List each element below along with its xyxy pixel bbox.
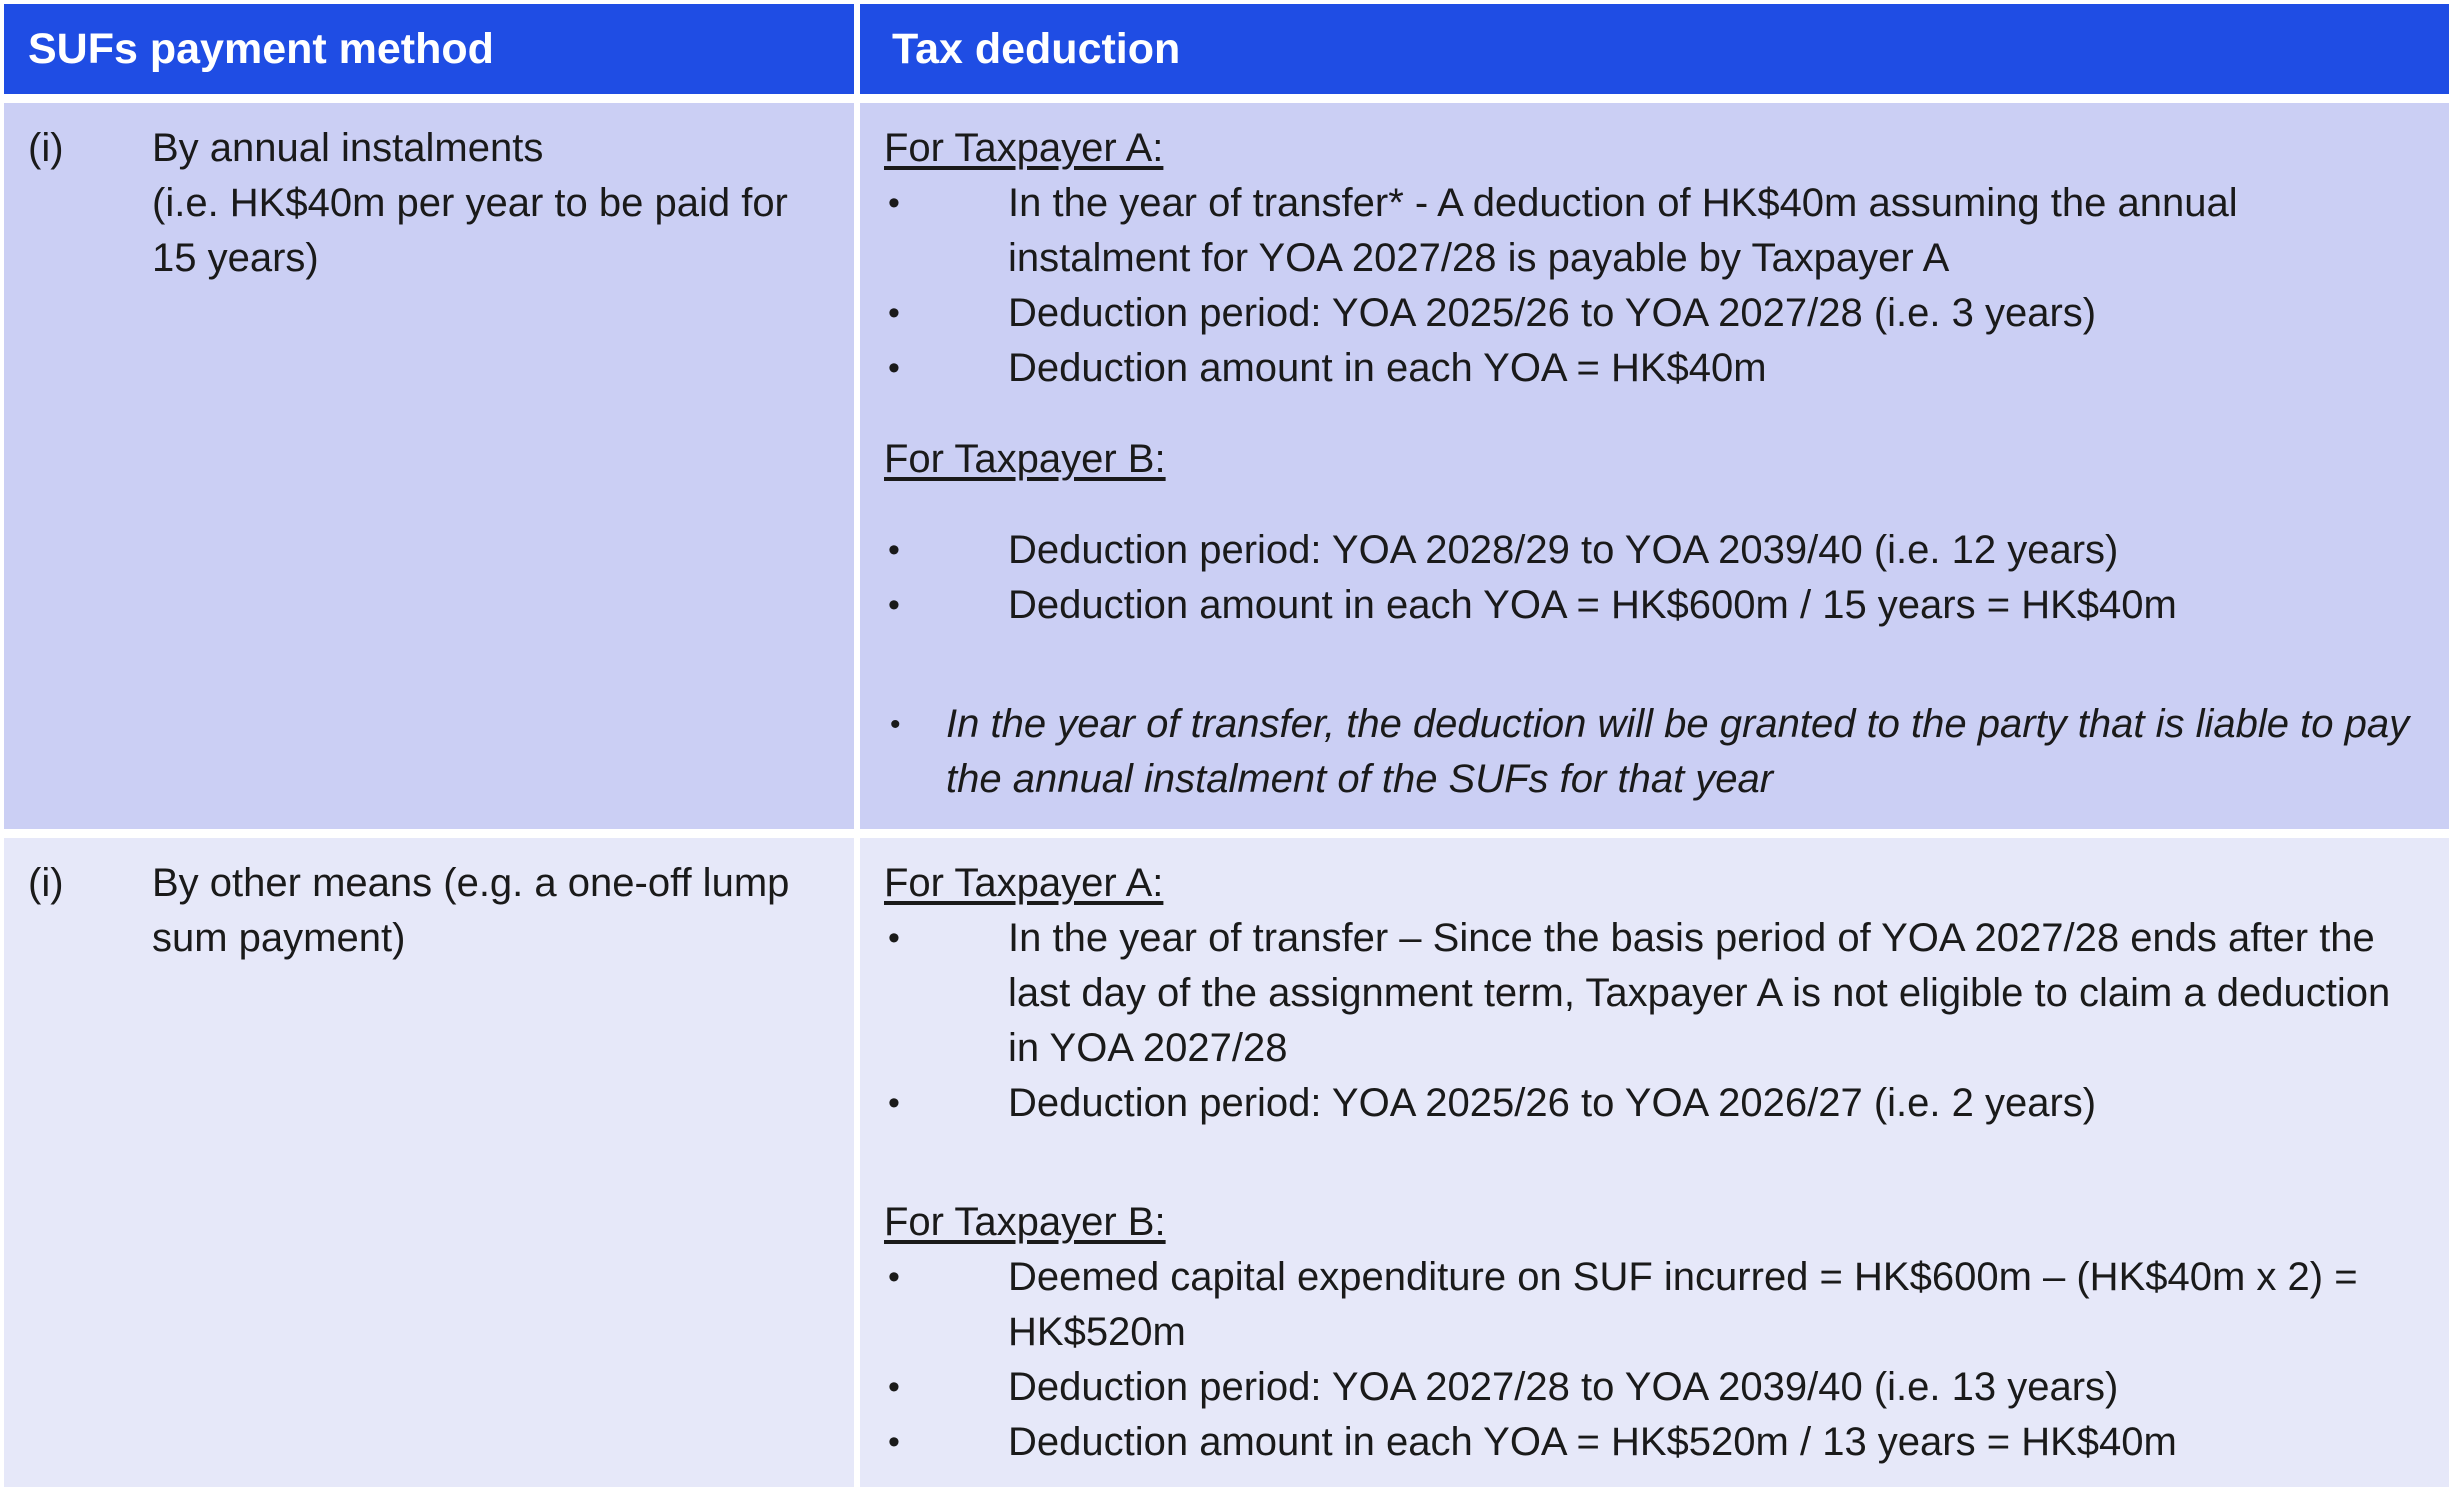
row-2-deduction — [884, 856, 2429, 1470]
list-item — [884, 1076, 2429, 1131]
taxpayer-b-heading: For Taxpayer B: — [884, 437, 1166, 481]
row-1-deduction-cell — [860, 103, 2449, 829]
row-1-method — [152, 121, 832, 286]
bullet-text: Deduction amount in each YOA = HK$600m / 15 years = HK$40m — [1008, 583, 2177, 627]
bullet-text: In the year of transfer – Since the basis period of YOA 2027/28 ends after the last day of the assignment term, Taxpayer A is not eligible to claim a deduction in YOA 2027/28 — [1008, 916, 2391, 1070]
row-2-method-cell — [4, 838, 854, 1487]
row-2-deduction-cell — [860, 838, 2449, 1487]
bullet-icon: • — [888, 1084, 900, 1122]
row-1-method-line: (i.e. HK$40m per year to be paid for 15 years) — [152, 181, 788, 280]
footnote-text: In the year of transfer, the deduction will be granted to the party that is liable to pay the annual instalment of the SUFs for that year — [946, 702, 2410, 801]
tax-deduction-table — [4, 4, 2449, 1487]
footnote — [884, 697, 2429, 807]
bullet-icon: • — [888, 184, 900, 222]
row-2-number: (i) — [28, 861, 64, 905]
list-item — [884, 341, 2429, 396]
list-item — [884, 1415, 2429, 1470]
list-item — [884, 523, 2429, 578]
row-2-method-line: By other means (e.g. a one-off lump sum payment) — [152, 861, 790, 960]
bullet-icon: • — [888, 294, 900, 332]
list-item — [884, 176, 2429, 286]
list-item — [884, 286, 2429, 341]
bullet-icon: • — [888, 1258, 900, 1296]
header-payment-method: SUFs payment method — [4, 4, 854, 94]
row-1-method-line: By annual instalments — [152, 126, 544, 170]
row-2-method — [152, 856, 832, 966]
bullet-icon: • — [888, 586, 900, 624]
bullet-text: In the year of transfer* - A deduction of HK$40m assuming the annual instalment for YOA 2027/28 is payable by Taxpayer A — [1008, 181, 2238, 280]
list-item — [884, 1360, 2429, 1415]
bullet-icon: • — [888, 349, 900, 387]
bullet-text: Deduction amount in each YOA = HK$520m / 13 years = HK$40m — [1008, 1420, 2177, 1464]
row-1-method-cell — [4, 103, 854, 829]
bullet-text: Deemed capital expenditure on SUF incurred = HK$600m – (HK$40m x 2) = HK$520m — [1008, 1255, 2358, 1354]
bullet-icon: • — [890, 708, 901, 741]
bullet-icon: • — [888, 919, 900, 957]
header-tax-deduction: Tax deduction — [860, 4, 2449, 94]
bullet-text: Deduction period: YOA 2025/26 to YOA 2027/28 (i.e. 3 years) — [1008, 291, 2097, 335]
taxpayer-a-heading: For Taxpayer A: — [884, 861, 1164, 905]
bullet-icon: • — [888, 531, 900, 569]
list-item — [884, 1250, 2429, 1360]
list-item — [884, 911, 2429, 1076]
bullet-icon: • — [888, 1368, 900, 1406]
list-item — [884, 578, 2429, 633]
row-1-number: (i) — [28, 126, 64, 170]
bullet-text: Deduction period: YOA 2028/29 to YOA 2039/40 (i.e. 12 years) — [1008, 528, 2119, 572]
bullet-icon: • — [888, 1423, 900, 1461]
taxpayer-a-heading: For Taxpayer A: — [884, 126, 1164, 170]
bullet-text: Deduction amount in each YOA = HK$40m — [1008, 346, 1767, 390]
row-1-deduction — [884, 121, 2429, 807]
taxpayer-b-heading: For Taxpayer B: — [884, 1200, 1166, 1244]
bullet-text: Deduction period: YOA 2027/28 to YOA 2039/40 (i.e. 13 years) — [1008, 1365, 2119, 1409]
bullet-text: Deduction period: YOA 2025/26 to YOA 2026/27 (i.e. 2 years) — [1008, 1081, 2097, 1125]
